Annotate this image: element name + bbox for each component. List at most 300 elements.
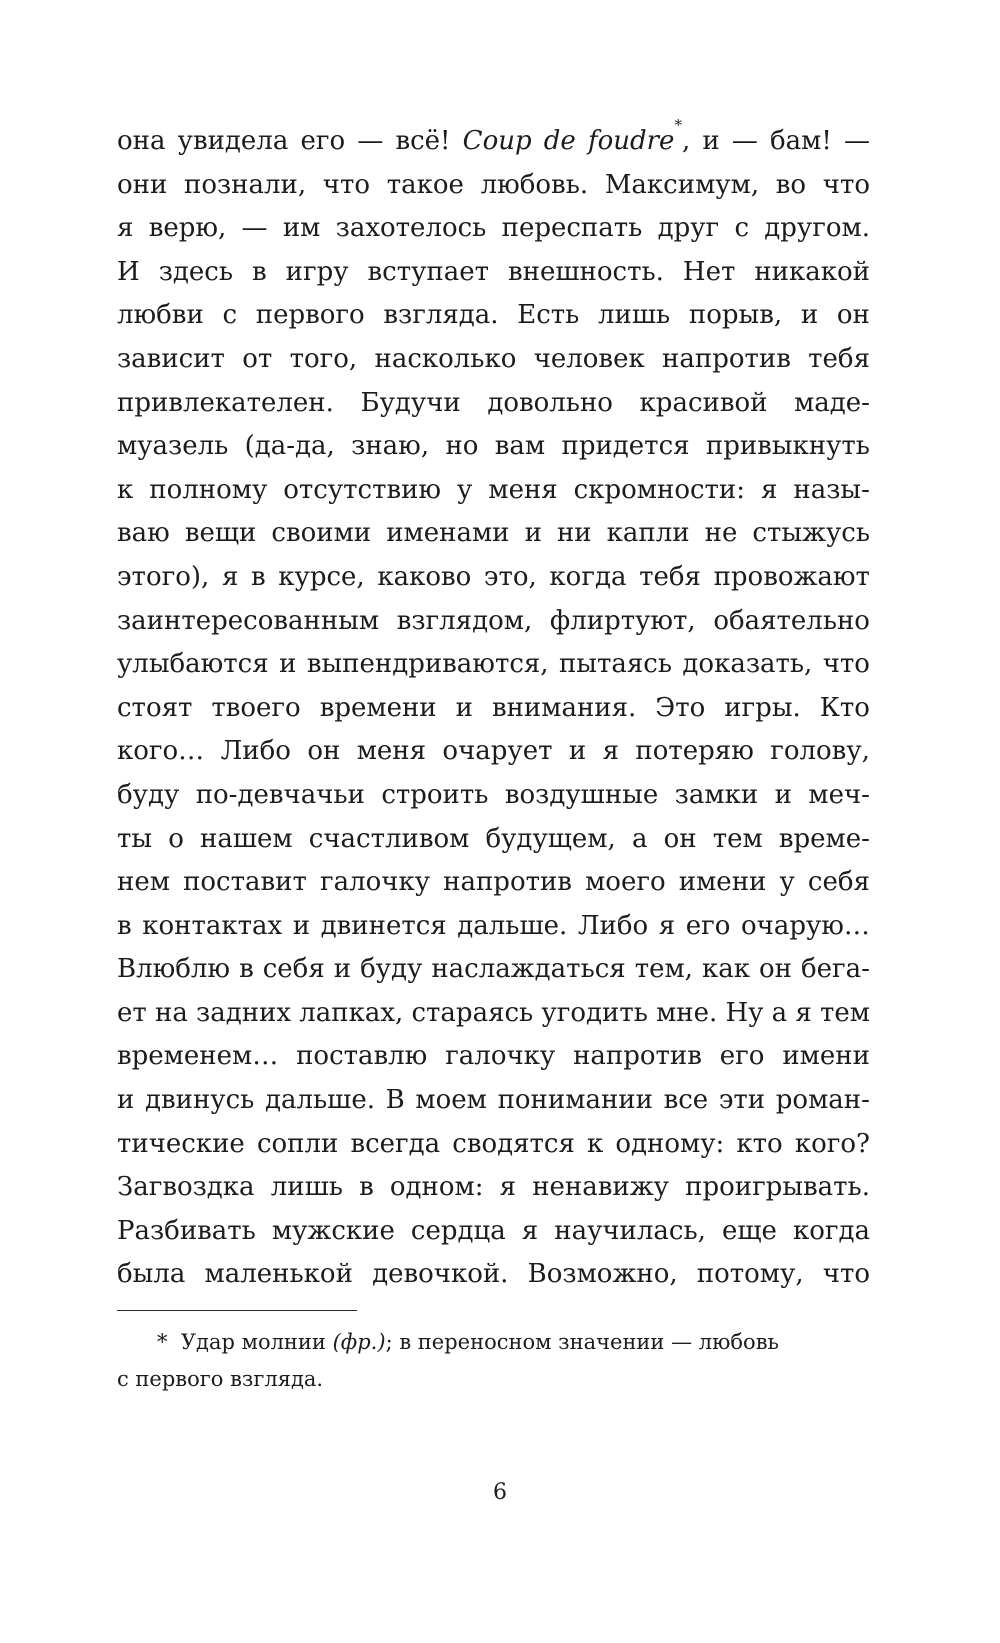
- word-part: ,: [681, 126, 691, 156]
- text-line: [117, 1079, 870, 1123]
- word-part: сводятся: [452, 1128, 575, 1159]
- word: [251, 556, 266, 600]
- word-part: меня: [356, 736, 427, 767]
- footnote-text-after: ; в переносном значении — любовь: [385, 1330, 779, 1354]
- word-part: нашем: [200, 823, 293, 854]
- word-part: Влюблю: [117, 954, 231, 985]
- word-part: обаятельно: [713, 605, 870, 636]
- word: [632, 818, 648, 862]
- footnote-divider: [117, 1310, 357, 1311]
- word: [598, 294, 670, 338]
- word-part: у: [779, 867, 795, 898]
- word-part: (да-да,: [244, 431, 335, 462]
- word: [321, 905, 447, 949]
- word-part: внимания.: [491, 692, 637, 723]
- word-part: тические: [117, 1128, 245, 1159]
- word-part: довольно: [487, 387, 613, 418]
- italic-word-part: de: [543, 126, 576, 156]
- word: [222, 294, 237, 338]
- word-part: контактах: [142, 910, 283, 941]
- word: [184, 164, 306, 208]
- word: [734, 207, 749, 251]
- word: [372, 1253, 508, 1297]
- word-part: времени: [319, 692, 437, 723]
- word-part: во: [775, 169, 807, 200]
- word-part: бега-: [800, 954, 870, 985]
- word: [569, 730, 586, 774]
- word-part: ни: [556, 518, 592, 549]
- word: [719, 1079, 765, 1123]
- word-part: когда: [792, 1215, 870, 1246]
- word: [517, 294, 579, 338]
- word: [205, 1253, 353, 1297]
- word-part: научилась,: [554, 1215, 706, 1246]
- word-part: поставит: [183, 867, 307, 898]
- word: [561, 425, 689, 469]
- word-part: все: [663, 1085, 709, 1116]
- word-part: стыжусь: [752, 518, 870, 549]
- word-part: что: [822, 1259, 870, 1290]
- footnote-line-2-text: с первого взгляда.: [117, 1367, 324, 1391]
- word: [794, 382, 870, 426]
- word: [159, 251, 233, 295]
- word: [557, 512, 592, 556]
- word-part: Разбивать: [117, 1215, 256, 1246]
- text-line: [117, 1210, 870, 1254]
- word: [679, 861, 767, 905]
- word-part: —: [357, 126, 384, 156]
- word-part: нем: [117, 867, 170, 898]
- word-part: и: [333, 954, 352, 985]
- word: [689, 294, 782, 338]
- word-part: это,: [483, 561, 537, 592]
- word: [508, 251, 664, 295]
- word-part: двинется: [320, 910, 447, 941]
- word-part: он: [836, 300, 870, 331]
- word: [772, 992, 788, 1036]
- word-part: любви: [117, 300, 204, 331]
- word: [221, 730, 291, 774]
- word-part: всегда: [350, 1128, 441, 1159]
- word: [359, 1166, 374, 1210]
- word-part: сопли: [256, 1128, 339, 1159]
- word-part: и: [800, 300, 819, 331]
- word-part: маленькой: [204, 1259, 353, 1290]
- word: [675, 774, 758, 818]
- word: [823, 1253, 870, 1297]
- word-part: насколько: [374, 343, 517, 374]
- word-part: Либо: [577, 910, 649, 941]
- footnote-text-before: Удар молнии: [180, 1330, 333, 1354]
- word: [117, 251, 140, 295]
- word: [808, 774, 870, 818]
- word-part: придется: [561, 431, 690, 462]
- word-part: временем…: [117, 1041, 279, 1072]
- word-part: мне.: [656, 997, 718, 1028]
- word: [656, 992, 717, 1036]
- word: [368, 251, 489, 295]
- word-part: кого…: [117, 736, 205, 767]
- text-line: [117, 1253, 870, 1297]
- word: [117, 948, 230, 992]
- word-part: я: [658, 910, 676, 941]
- word: [117, 1166, 255, 1210]
- word-part: красивой: [639, 387, 768, 418]
- word-part: проигрывать.: [685, 1172, 870, 1203]
- word: [390, 1166, 484, 1210]
- word-part: —: [731, 126, 758, 156]
- word: [117, 120, 165, 164]
- word: [245, 425, 335, 469]
- word-part: напротив: [662, 343, 791, 374]
- word: [559, 643, 672, 687]
- text-line: [117, 294, 870, 338]
- word: [415, 1079, 487, 1123]
- word-part: муазель: [117, 431, 229, 462]
- word: [323, 164, 370, 208]
- word: [117, 207, 133, 251]
- word: [554, 1210, 706, 1254]
- word: [149, 207, 227, 251]
- word-part: еще: [721, 1215, 777, 1246]
- word-part: когда: [549, 561, 627, 592]
- word-part: любовь.: [480, 169, 589, 200]
- text-line: [117, 905, 870, 949]
- footnote-reference: *: [674, 116, 682, 135]
- word-part: време-: [778, 823, 870, 854]
- word: [117, 556, 209, 600]
- word: [573, 1035, 702, 1079]
- word-part: я: [117, 213, 134, 244]
- word: [549, 556, 626, 600]
- word-part: я: [521, 1215, 539, 1246]
- word: [283, 207, 321, 251]
- word: [635, 730, 753, 774]
- word-part: с: [734, 213, 749, 244]
- word-part: будущем,: [485, 823, 616, 854]
- word-part: в: [251, 256, 267, 287]
- word: [278, 556, 364, 600]
- word-part: у: [457, 474, 473, 505]
- word: [457, 469, 472, 513]
- text-line: [117, 643, 870, 687]
- word-part: потому,: [696, 1259, 804, 1290]
- text-line: [117, 556, 870, 600]
- word-part: —: [241, 213, 268, 244]
- word: [635, 948, 693, 992]
- word-part: в: [359, 1172, 374, 1203]
- word-part: но: [445, 431, 479, 462]
- word: [485, 818, 615, 862]
- word-part: В: [385, 1085, 405, 1116]
- word-part: галочку: [445, 1041, 556, 1072]
- word-part: и: [279, 649, 297, 680]
- word: [463, 120, 532, 164]
- word-part: не: [704, 518, 738, 549]
- word: [360, 948, 422, 992]
- word: [272, 1210, 395, 1254]
- word-part: воздушные: [504, 779, 659, 810]
- word-part: двинусь: [145, 1085, 255, 1116]
- word: [776, 164, 806, 208]
- word-part: скромности:: [573, 474, 746, 505]
- word: [242, 338, 272, 382]
- word: [117, 1079, 134, 1123]
- word-part: и: [455, 692, 473, 723]
- word: [117, 905, 132, 949]
- word: [776, 1079, 870, 1123]
- word: [761, 469, 777, 513]
- word: [377, 556, 471, 600]
- word: [574, 469, 745, 513]
- footnote-line-1: [117, 1324, 870, 1361]
- word-part: лишь: [270, 1172, 343, 1203]
- word: [488, 469, 557, 513]
- word-part: галочку: [319, 867, 431, 898]
- word: [823, 643, 870, 687]
- word-part: голову,: [770, 736, 870, 767]
- word-part: а: [771, 997, 788, 1028]
- word-part: я: [602, 736, 620, 767]
- word: [445, 1035, 555, 1079]
- word: [484, 556, 537, 600]
- word-part: очарую…: [741, 910, 870, 941]
- word: [685, 1166, 870, 1210]
- word: [500, 1166, 516, 1210]
- word: [544, 120, 576, 164]
- text-line: [117, 1166, 870, 1210]
- word-part: угодить: [541, 997, 648, 1028]
- word: [320, 687, 437, 731]
- word: [351, 425, 429, 469]
- word-part: взглядом,: [396, 605, 533, 636]
- word: [456, 687, 473, 731]
- word: [502, 207, 643, 251]
- word: [759, 948, 792, 992]
- word-part: одному:: [615, 1128, 725, 1159]
- word-part: счастливом: [308, 823, 470, 854]
- word-part: а: [631, 823, 648, 854]
- word: [607, 512, 690, 556]
- word-part: стоят: [117, 692, 193, 723]
- word-part: заинтересованным: [117, 605, 380, 636]
- word-part: переспать: [501, 213, 643, 244]
- text-line: [117, 992, 870, 1036]
- text-line: [117, 512, 870, 556]
- word-part: и: [702, 126, 720, 156]
- word-part: вам: [494, 431, 546, 462]
- word: [492, 687, 636, 731]
- word: [659, 905, 675, 949]
- word-part: строить: [381, 779, 489, 810]
- word-part: имени: [782, 1041, 870, 1072]
- word-part: себя: [262, 954, 325, 985]
- word-part: по-девчачьи: [195, 779, 365, 810]
- word-part: имени: [678, 867, 767, 898]
- word: [117, 818, 152, 862]
- text-line: [117, 730, 870, 774]
- word: [117, 643, 269, 687]
- word-part: сердца: [410, 1215, 506, 1246]
- word-part: каково: [377, 561, 472, 592]
- word: [725, 992, 763, 1036]
- word: [752, 512, 870, 556]
- word-part: напротив: [443, 867, 572, 898]
- word: [655, 687, 705, 731]
- word-part: доказать,: [682, 649, 813, 680]
- word-part: моего: [585, 867, 666, 898]
- word-part: напротив: [573, 1041, 702, 1072]
- word-part: внешность.: [508, 256, 664, 287]
- word: [754, 251, 870, 295]
- text-line: [117, 600, 870, 644]
- text-line: [117, 948, 870, 992]
- word: [265, 1079, 375, 1123]
- word: [411, 1210, 506, 1254]
- word: [532, 1166, 669, 1210]
- word-part: его: [685, 910, 731, 941]
- word-part: лишь: [598, 300, 671, 331]
- word: [844, 120, 870, 164]
- word: [117, 294, 204, 338]
- word: [578, 905, 648, 949]
- word: [442, 730, 552, 774]
- word: [720, 1035, 765, 1079]
- word-part: и: [117, 1085, 135, 1116]
- word: [550, 600, 696, 644]
- word-part: стараясь: [411, 997, 534, 1028]
- word: [697, 1253, 804, 1297]
- word-part: того,: [289, 343, 358, 374]
- word-part: меч-: [808, 779, 870, 810]
- word-part: поставлю: [296, 1041, 428, 1072]
- word-part: ненавижу: [532, 1172, 669, 1203]
- word-part: что: [822, 649, 870, 680]
- word: [793, 469, 870, 513]
- word: [183, 861, 307, 905]
- word-part: тебя: [639, 561, 701, 592]
- word-part: Будучи: [360, 387, 461, 418]
- word-part: наслаждаться: [431, 954, 626, 985]
- word-part: Загвоздка: [117, 1172, 255, 1203]
- word-part: он: [758, 954, 792, 985]
- word-part: девочкой.: [372, 1259, 509, 1290]
- word: [196, 774, 365, 818]
- word-part: в: [239, 954, 254, 985]
- word-part: в: [250, 561, 266, 592]
- word-part: твоего: [211, 692, 301, 723]
- word: [431, 948, 625, 992]
- word-part: что: [322, 169, 371, 200]
- footnote: [117, 1324, 870, 1398]
- word: [386, 1079, 405, 1123]
- word-part: с: [222, 300, 238, 331]
- word-part: эти: [718, 1085, 766, 1116]
- word: [117, 512, 170, 556]
- word-part: друг: [657, 213, 720, 244]
- text-line: [117, 382, 870, 426]
- word: [299, 992, 403, 1036]
- word: [779, 818, 870, 862]
- word-part: как: [701, 954, 750, 985]
- word-part: тем: [712, 823, 763, 854]
- word: [457, 905, 567, 949]
- word-part: от: [242, 343, 273, 374]
- word: [808, 338, 870, 382]
- word: [256, 294, 365, 338]
- word: [200, 818, 293, 862]
- word-part: себя: [807, 867, 870, 898]
- word: [117, 600, 379, 644]
- word: [395, 120, 450, 164]
- word: [775, 774, 792, 818]
- word-part: задних: [196, 997, 292, 1028]
- word-part: им: [282, 213, 321, 244]
- word: [741, 905, 870, 949]
- word: [336, 207, 487, 251]
- word-part: Это: [655, 692, 706, 723]
- word: [724, 687, 801, 731]
- word-part: я: [499, 1172, 517, 1203]
- word: [770, 120, 832, 164]
- word: [397, 600, 533, 644]
- word-part: они: [117, 169, 168, 200]
- word-part: пытаясь: [558, 649, 672, 680]
- word: [683, 251, 735, 295]
- word: [541, 992, 647, 1036]
- word-part: знаю,: [351, 431, 430, 462]
- text-line: [117, 207, 870, 251]
- word-part: своими: [271, 518, 372, 549]
- word: [782, 1035, 870, 1079]
- word-part: порыв,: [688, 300, 783, 331]
- word: [664, 1079, 709, 1123]
- word-part: взгляда.: [383, 300, 499, 331]
- text-line: [117, 164, 870, 208]
- word: [505, 774, 658, 818]
- word: [242, 207, 268, 251]
- word: [196, 992, 291, 1036]
- word: [705, 512, 738, 556]
- word: [117, 469, 133, 513]
- word: [381, 774, 488, 818]
- word: [528, 1253, 678, 1297]
- word: [452, 1123, 575, 1167]
- text-line: [117, 469, 870, 513]
- word-part: здесь: [158, 256, 233, 287]
- word-part: на: [154, 997, 188, 1028]
- word-part: роман-: [775, 1085, 870, 1116]
- word: [522, 1210, 538, 1254]
- word: [178, 120, 289, 164]
- word-part: тебя: [808, 343, 870, 374]
- word: [702, 120, 719, 164]
- word-part: о: [168, 823, 184, 854]
- word-part: она: [117, 126, 166, 156]
- word: [639, 556, 701, 600]
- text-line: [117, 1123, 870, 1167]
- word-part: выпендриваются,: [306, 649, 549, 680]
- word: [360, 382, 460, 426]
- word-part: ет: [117, 997, 147, 1028]
- word: [481, 164, 589, 208]
- word-part: его: [300, 126, 346, 156]
- word: [307, 643, 549, 687]
- word-part: кого?: [794, 1128, 870, 1159]
- word-part: улыбаются: [117, 649, 269, 680]
- word-part: захотелось: [335, 213, 487, 244]
- word-part: буду: [360, 954, 423, 985]
